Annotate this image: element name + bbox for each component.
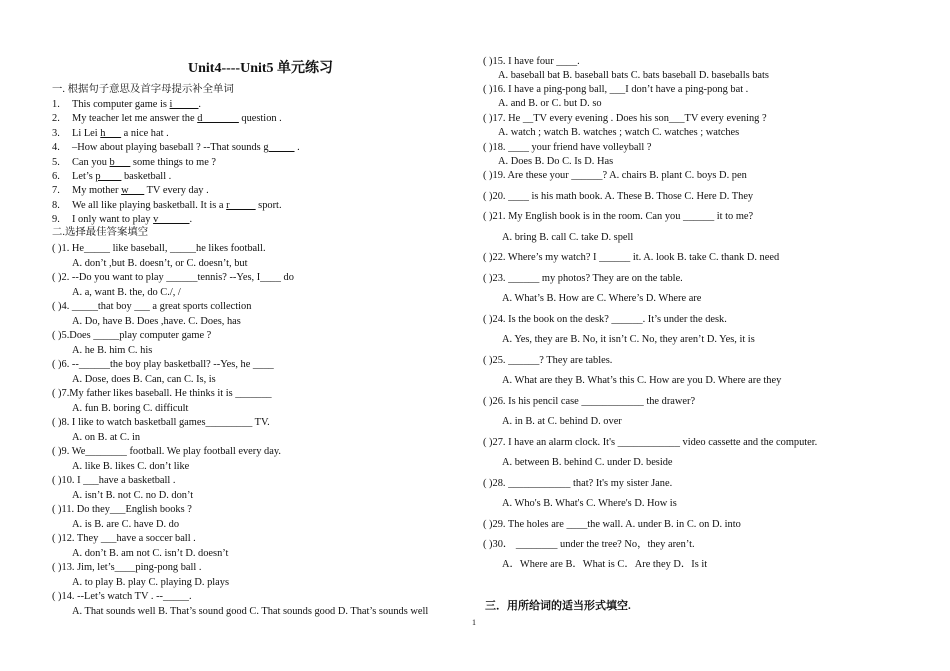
question-line: ( )14. --Let’s watch TV . --_____. bbox=[52, 591, 192, 602]
options-line: A. baseball bat B. baseball bats C. bats baseball D. baseballs bats bbox=[498, 70, 769, 81]
question-line: ( )13. Jim, let’s____ping-pong ball . bbox=[52, 562, 202, 573]
item-text: –How about playing baseball ? --That sounds bbox=[72, 142, 264, 154]
question-line: ( )27. I have an alarm clock. It's ____________ video cassette and the computer. bbox=[483, 437, 818, 448]
question-line: ( )4. _____that boy ___ a great sports collection bbox=[52, 301, 252, 312]
item-text: . bbox=[294, 142, 300, 154]
item-number: 9. bbox=[52, 214, 60, 226]
options-line: A. on B. at C. in bbox=[72, 431, 141, 443]
options-line: A. between B. behind C. under D. beside bbox=[502, 457, 673, 468]
options-line: A. bring B. call C. take D. spell bbox=[502, 232, 634, 243]
options-line: A. What are they B. What’s this C. How are you D. Where are they bbox=[502, 375, 782, 386]
item-number: 4. bbox=[52, 142, 60, 154]
question-line: ( )19. Are these your ______? A. chairs B. plant C. boys D. pen bbox=[483, 170, 747, 181]
options-line: A. is B. are C. have D. do bbox=[72, 518, 180, 530]
question-line: ( )1. He_____ like baseball, _____he likes football. bbox=[52, 243, 266, 254]
item-number: 1. bbox=[52, 99, 60, 110]
item-text: Li Lei bbox=[72, 127, 101, 139]
answer-blank: g_____ bbox=[263, 142, 295, 154]
section1-heading: 一. 根据句子意思及首字母提示补全单词 bbox=[52, 84, 234, 95]
question-line: ( )11. Do they___English books ? bbox=[52, 504, 192, 515]
item-number: 6. bbox=[52, 171, 60, 182]
answer-blank: b___ bbox=[109, 156, 131, 168]
item-text: a nice hat . bbox=[121, 127, 169, 139]
question-line: ( )21. My English book is in the room. Can you ______ it to me? bbox=[483, 211, 754, 222]
item-text: Let’s bbox=[72, 171, 96, 182]
item-text: We all like playing basketball. It is a bbox=[72, 199, 227, 211]
options-line: A. don’t ,but B. doesn’t, or C. doesn’t, but bbox=[72, 257, 248, 269]
options-line: A. isn’t B. not C. no D. don’t bbox=[72, 489, 194, 501]
item-text: This computer game is bbox=[72, 99, 170, 110]
options-line: A. don’t B. am not C. isn’t D. doesn’t bbox=[72, 547, 229, 559]
question-line: ( )26. Is his pencil case ____________ the drawer? bbox=[483, 396, 696, 407]
question-line: ( )2. --Do you want to play ______tennis? --Yes, I____ do bbox=[52, 272, 294, 283]
fill-blank-item bbox=[52, 156, 216, 169]
options-line: A. fun B. boring C. difficult bbox=[72, 402, 189, 414]
item-text: some things to me ? bbox=[130, 156, 217, 168]
question-line: ( )28. ____________ that? It's my sister Jane. bbox=[483, 478, 673, 489]
answer-blank: d_______ bbox=[197, 113, 239, 125]
answer-blank: v______ bbox=[153, 214, 190, 226]
item-text: Can you bbox=[72, 156, 110, 168]
question-line: ( )7.My father likes baseball. He thinks it is _______ bbox=[52, 388, 272, 399]
fill-blank-item bbox=[52, 184, 209, 197]
item-text: My mother bbox=[72, 185, 122, 197]
question-line: ( )29. The holes are ____the wall. A. under B. in C. on D. into bbox=[483, 519, 741, 530]
question-line: ( )12. They ___have a soccer ball . bbox=[52, 533, 196, 544]
question-line: ( )25. ______? They are tables. bbox=[483, 355, 613, 366]
fill-blank-item bbox=[52, 112, 282, 125]
options-line: A. and B. or C. but D. so bbox=[498, 98, 602, 109]
item-text: question . bbox=[238, 113, 282, 125]
answer-blank: r_____ bbox=[226, 199, 256, 211]
fill-blank-item bbox=[52, 199, 282, 212]
options-line: A. That sounds well B. That’s sound good C. That sounds good D. That’s sounds well bbox=[72, 605, 429, 617]
question-line: ( )18. ____ your friend have volleyball ? bbox=[483, 142, 652, 153]
item-text: . bbox=[189, 214, 193, 226]
item-number: 3. bbox=[52, 127, 60, 139]
fill-blank-item bbox=[52, 170, 171, 183]
options-line: A. he B. him C. his bbox=[72, 344, 153, 356]
section2-heading: 二.选择最佳答案填空 bbox=[52, 227, 149, 238]
question-line: ( )15. I have four ____. bbox=[483, 56, 580, 67]
fill-blank-item bbox=[52, 141, 300, 154]
item-text: TV every day . bbox=[144, 185, 209, 197]
options-line: A．Where are B．What is C．Are they D．Is it bbox=[502, 559, 708, 570]
question-line: ( )10. I ___have a basketball . bbox=[52, 475, 176, 486]
options-line: A. Does B. Do C. Is D. Has bbox=[498, 156, 614, 167]
options-line: A. to play B. play C. playing D. plays bbox=[72, 576, 230, 588]
fill-blank-item bbox=[52, 213, 192, 226]
fill-blank-item bbox=[52, 127, 169, 140]
answer-blank: p____ bbox=[95, 171, 122, 182]
question-line: ( )16. I have a ping-pong ball, ___I don’t have a ping-pong bat . bbox=[483, 84, 749, 95]
page-title: Unit4----Unit5 单元练习 bbox=[188, 61, 334, 76]
options-line: A. Who's B. What's C. Where's D. How is bbox=[502, 498, 677, 509]
item-text: basketball . bbox=[121, 171, 172, 182]
item-text: I only want to play bbox=[72, 214, 154, 226]
item-text: . bbox=[198, 99, 202, 110]
options-line: A. like B. likes C. don’t like bbox=[72, 460, 190, 472]
item-number: 5. bbox=[52, 156, 60, 168]
question-line: ( )23. ______ my photos? They are on the table. bbox=[483, 273, 683, 284]
question-line: ( )20. ____ is his math book. A. These B. Those C. Here D. They bbox=[483, 191, 754, 202]
item-number: 7. bbox=[52, 185, 60, 197]
question-line: ( )9. We________ football. We play football every day. bbox=[52, 446, 281, 457]
question-line: ( )17. He __TV every evening . Does his son___TV every evening ? bbox=[483, 113, 767, 124]
question-line: ( )24. Is the book on the desk? ______. It’s under the desk. bbox=[483, 314, 727, 325]
options-line: A. What’s B. How are C. Where’s D. Where are bbox=[502, 293, 702, 304]
options-line: A. Do, have B. Does ,have. C. Does, has bbox=[72, 315, 241, 327]
item-text: sport. bbox=[255, 199, 282, 211]
options-line: A. in B. at C. behind D. over bbox=[502, 416, 622, 427]
section3-heading: 三．用所给词的适当形式填空. bbox=[485, 600, 631, 612]
question-line: ( )8. I like to watch basketball games_________ TV. bbox=[52, 417, 270, 428]
item-text: My teacher let me answer the bbox=[72, 113, 198, 125]
item-number: 8. bbox=[52, 199, 60, 211]
question-line: ( )30． ________ under the tree? No，they aren’t. bbox=[483, 539, 695, 550]
fill-blank-item bbox=[52, 98, 201, 111]
item-number: 2. bbox=[52, 113, 60, 125]
question-line: ( )22. Where’s my watch? I ______ it. A. look B. take C. thank D. need bbox=[483, 252, 780, 263]
page-number: 1 bbox=[472, 618, 476, 627]
options-line: A. Yes, they are B. No, it isn’t C. No, they aren’t D. Yes, it is bbox=[502, 334, 755, 345]
question-line: ( )5.Does _____play computer game ? bbox=[52, 330, 212, 341]
question-line: ( )6. --______the boy play basketball? --Yes, he ____ bbox=[52, 359, 274, 370]
answer-blank: h___ bbox=[100, 127, 122, 139]
options-line: A. Dose, does B. Can, can C. Is, is bbox=[72, 373, 216, 385]
options-line: A. a, want B. the, do C./, / bbox=[72, 286, 181, 298]
answer-blank: w___ bbox=[121, 185, 145, 197]
options-line: A. watch ; watch B. watches ; watch C. watches ; watches bbox=[498, 127, 740, 138]
answer-blank: i_____ bbox=[169, 99, 199, 110]
